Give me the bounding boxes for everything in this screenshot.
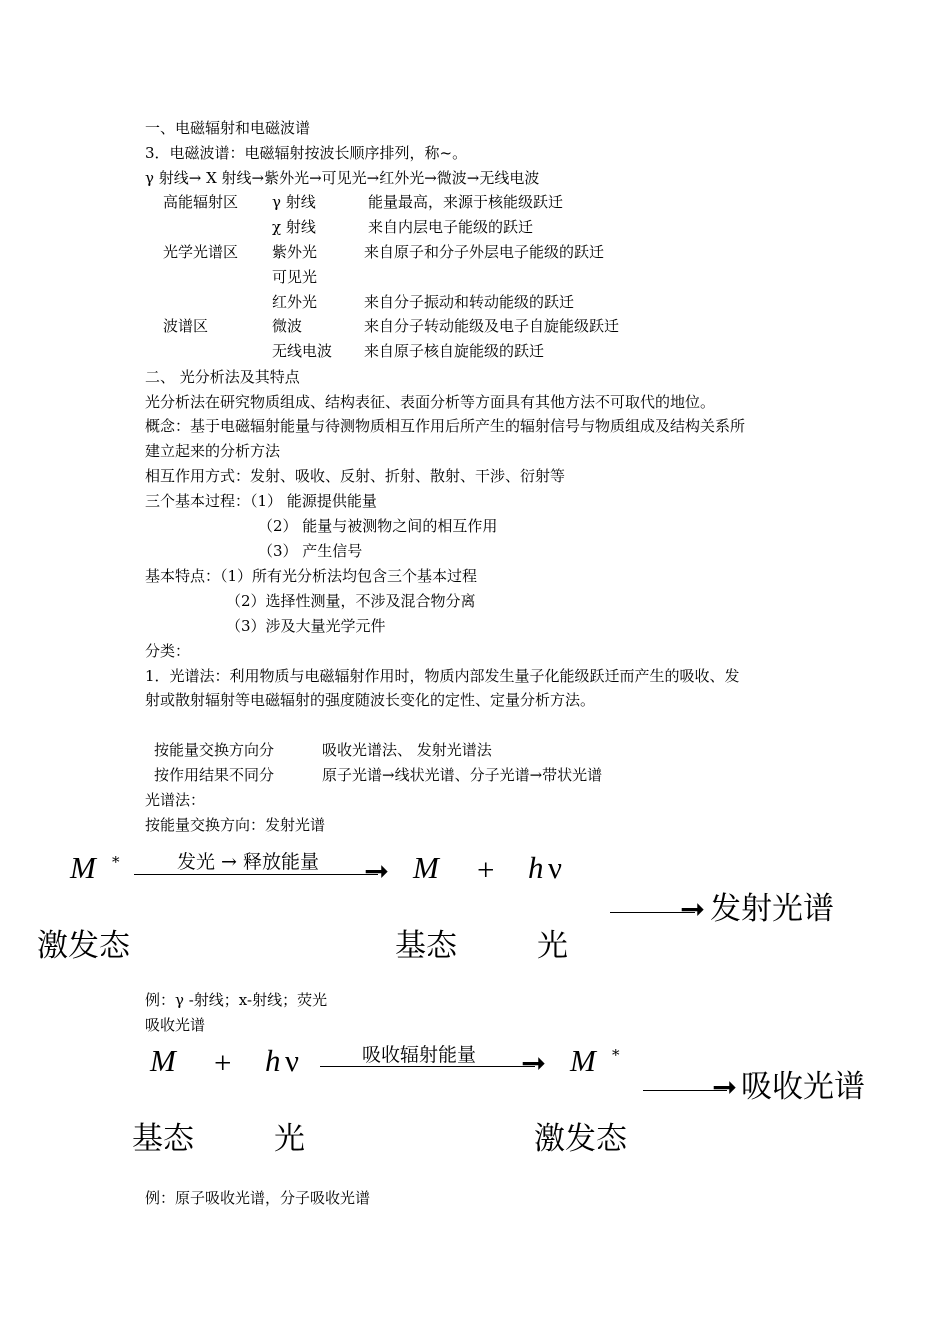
absorption-spectrum-result: 吸收光谱 [741,1069,865,1105]
frequency-nu: ν [285,1043,300,1078]
excited-star: * [112,853,120,871]
section-heading-1: 一、电磁辐射和电磁波谱 [145,119,311,137]
desc-cell: 能量最高，来源于核能级跃迁 [368,193,564,211]
band-cell: 红外光 [272,293,318,311]
plus-sign: + [214,1045,232,1080]
absorption-label: 吸收光谱 [145,1016,206,1034]
band-cell: χ 射线 [272,218,316,236]
excited-star: * [612,1046,620,1064]
classification-label: 按能量交换方向分 [154,741,275,759]
arrow-right-icon: ➞ [712,1070,738,1105]
band-cell: 紫外光 [272,243,318,261]
desc-cell: 来自原子和分子外层电子能级的跃迁 [364,243,605,261]
section-heading-2: 二、 光分析法及其特点 [145,368,300,386]
interaction-modes: 相互作用方式：发射、吸收、反射、折射、散射、干涉、衍射等 [145,467,566,485]
desc-cell: 来自内层电子能级的跃迁 [368,218,534,236]
light-label: 光 [274,1121,305,1157]
spectroscopy-definition: 射或散射辐射等电磁辐射的强度随波长变化的定性、定量分析方法。 [145,691,596,709]
planck-h: h [528,850,544,885]
ground-molecule-symbol: M [413,850,439,885]
region-cell: 光学光谱区 [163,243,239,261]
desc-cell: 来自分子转动能级及电子自旋能级跃迁 [364,317,620,335]
arrow-right-icon: ➞ [364,854,390,889]
arrow-right-icon: ➞ [521,1046,547,1081]
emission-example: 例：γ -射线；x-射线；荧光 [145,991,328,1009]
planck-h: h [265,1043,281,1078]
feature-item: （3）涉及大量光学元件 [226,617,386,635]
process-item: （2） 能量与被测物之间的相互作用 [258,517,498,535]
absorption-example: 例：原子吸收光谱，分子吸收光谱 [145,1189,371,1207]
reaction-arrow-line [134,874,378,875]
feature-item: （2）选择性测量，不涉及混合物分离 [226,592,476,610]
paragraph: 光分析法在研究物质组成、结构表征、表面分析等方面具有其他方法不可取代的地位。 [145,393,716,411]
ground-molecule-symbol: M [150,1043,176,1078]
plus-sign: + [477,852,495,887]
process-item: 三个基本过程：（1） 能源提供能量 [145,492,377,510]
arrow-label: 吸收辐射能量 [362,1044,477,1066]
band-cell: γ 射线 [272,193,316,211]
classification-heading: 分类： [145,642,191,660]
feature-item: 基本特点：（1）所有光分析法均包含三个基本过程 [145,567,478,585]
band-cell: 可见光 [272,268,318,286]
frequency-nu: ν [548,850,563,885]
concept-line: 建立起来的分析方法 [145,442,281,460]
arrow-right-icon: ➞ [680,892,706,927]
excited-molecule-symbol: M [570,1043,596,1078]
em-spectrum-definition: 3．电磁波谱：电磁辐射按波长顺序排列，称~。 [145,144,468,162]
emission-spectrum-result: 发射光谱 [710,891,834,927]
desc-cell: 来自分子振动和转动能级的跃迁 [364,293,575,311]
arrow-label: 发光 → 释放能量 [177,851,319,873]
concept-line: 概念：基于电磁辐射能量与待测物质相互作用后所产生的辐射信号与物质组成及结构关系所 [145,417,746,435]
classification-label: 按作用结果不同分 [154,766,275,784]
spectrum-sequence: γ 射线→ X 射线→紫外光→可见光→红外光→微波→无线电波 [145,169,540,187]
band-cell: 微波 [272,317,303,335]
excited-molecule-symbol: M [70,850,96,885]
classification-value: 原子光谱→线状光谱、分子光谱→带状光谱 [322,766,603,784]
ground-state-label: 基态 [395,928,457,964]
region-cell: 高能辐射区 [163,193,239,211]
light-label: 光 [537,928,568,964]
band-cell: 无线电波 [272,342,333,360]
ground-state-label: 基态 [132,1121,194,1157]
classification-value: 吸收光谱法、 发射光谱法 [322,741,492,759]
emission-label: 按能量交换方向：发射光谱 [145,816,326,834]
desc-cell: 来自原子核自旋能级的跃迁 [364,342,545,360]
excited-state-label: 激发态 [534,1121,627,1157]
process-item: （3） 产生信号 [258,542,363,560]
spectroscopy-definition: 1．光谱法：利用物质与电磁辐射作用时，物质内部发生量子化能级跃迁而产生的吸收、发 [145,667,740,685]
excited-state-label: 激发态 [37,928,130,964]
reaction-arrow-line [320,1066,535,1067]
spectroscopy-label: 光谱法： [145,791,206,809]
region-cell: 波谱区 [163,317,209,335]
